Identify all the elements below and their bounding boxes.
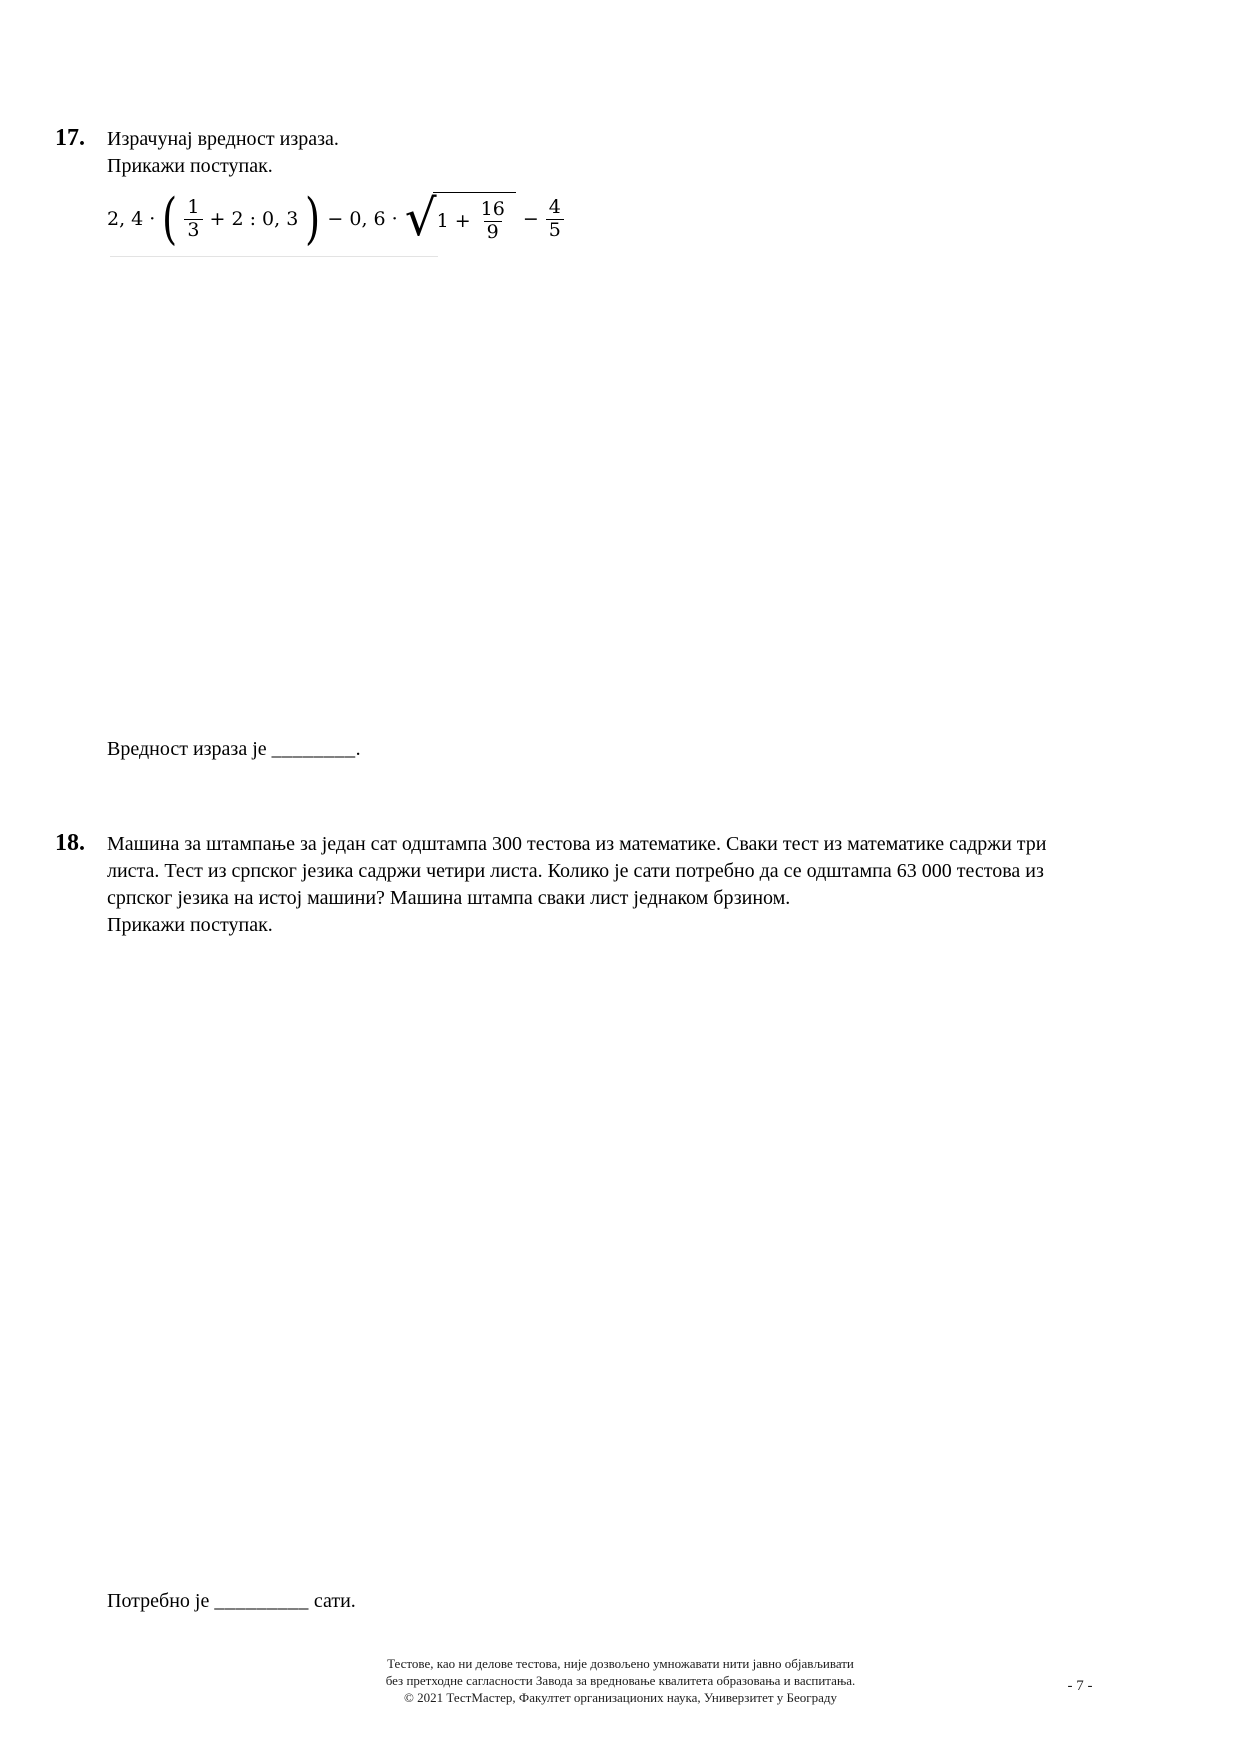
answer-18-suffix: сати.: [308, 1590, 356, 1612]
radical-sign-icon: √: [404, 189, 437, 247]
question-18-text-line-4: Прикажи поступак.: [107, 914, 273, 936]
answer-17-blank: ________: [271, 738, 356, 760]
footer-line-3: © 2021 ТестМастер, Факултет организационих наука, Универзитет у Београду: [404, 1690, 837, 1705]
question-17-answer-line: [107, 736, 361, 763]
open-paren: (: [162, 186, 178, 251]
question-17-prompt-line-2: Прикажи поступак.: [107, 155, 273, 177]
question-18-number: 18.: [55, 830, 85, 856]
question-18-text-line-1: Машина за штампање за један сат одштампа 300 тестова из математике. Сваки тест из математике садржи три: [107, 833, 1047, 855]
question-18-text-line-2: листа. Тест из српског језика садржи четири листа. Колико је сати потребно да се одштампа 63 000 тестова из: [107, 860, 1044, 882]
question-17-body: [107, 126, 1147, 249]
answer-17-prefix: Вредност израза је: [107, 738, 267, 760]
question-18-body: [107, 831, 1147, 939]
math-expression: [107, 186, 1147, 251]
fraction-four-fifths: $\frac{4}{5}$: [546, 197, 564, 242]
formula-between: − 0, 6 ·: [327, 207, 398, 230]
footer-line-1: Тестове, као ни делове тестова, није дозвољено умножавати нити јавно објављивати: [387, 1656, 854, 1671]
formula-lead: 2, 4 ·: [107, 207, 156, 230]
square-root: [404, 189, 516, 247]
formula-inner-rest: + 2 : 0, 3: [209, 207, 299, 230]
question-18-text-line-3: српског језика на истој машини? Машина штампа сваки лист једнаком брзином.: [107, 887, 791, 909]
answer-17-suffix: .: [355, 738, 361, 760]
footer-line-2: без претходне сагласности Завода за вредновање квалитета образовања и васпитања.: [385, 1673, 856, 1688]
question-17-prompt-line-1: Израчунај вредност израза.: [107, 128, 339, 150]
answer-18-blank: _________: [214, 1590, 309, 1612]
answer-18-prefix: Потребно је: [107, 1590, 210, 1612]
close-paren: ): [305, 186, 321, 251]
question-17-number: 17.: [55, 125, 85, 151]
question-18-answer-line: [107, 1588, 356, 1615]
radicand: 1 + $\frac{16}{9}$: [433, 192, 516, 246]
page-number: - 7 -: [1067, 1678, 1093, 1694]
answer-area-rule: [110, 256, 438, 257]
fraction-one-third: $\frac{1}{3}$: [184, 197, 202, 242]
fraction-sixteen-ninths: $\frac{16}{9}$: [480, 197, 505, 243]
formula-tail-minus: −: [522, 207, 539, 230]
